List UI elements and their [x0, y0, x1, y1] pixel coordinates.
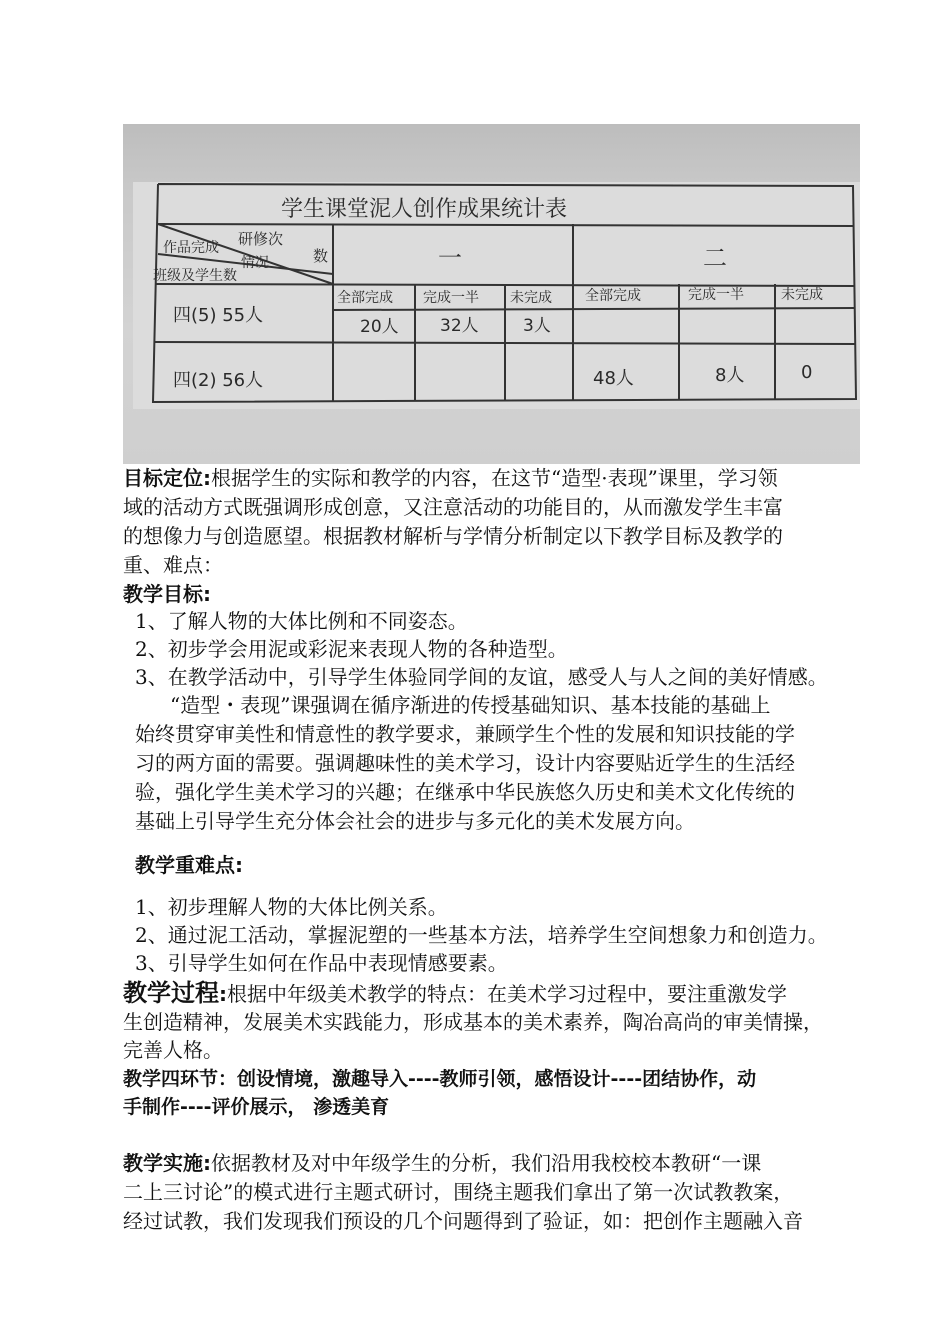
impl-line-1 — [123, 1150, 761, 1177]
key-heading: 教学重难点: — [135, 853, 243, 877]
process-line-2: 生创造精神，发展美术实践能力，形成基本的美术素养，陶冶高尚的审美情操， — [123, 1010, 823, 1034]
subcol-1: 全部完成 — [337, 290, 393, 306]
row1-cell3: 3人 — [523, 316, 551, 336]
impl-line-2: 二上三讨论”的模式进行主题式研讨，围绕主题我们拿出了第一次试教教案， — [123, 1180, 794, 1204]
subcol-2: 完成一半 — [423, 290, 479, 306]
goals-para-line-1: “造型・表现”课强调在循序渐进的传授基础知识、基本技能的基础上 — [170, 693, 771, 717]
row2-cell4: 48人 — [593, 368, 634, 389]
subcol-5: 完成一半 — [688, 287, 744, 303]
goal-position-line-3: 的想像力与创造愿望。根据教材解析与学情分析制定以下教学目标及教学的 — [123, 524, 783, 548]
goal-item-1: 1、了解人物的大体比例和不同姿态。 — [135, 609, 468, 633]
goal-position-label: 目标定位: — [123, 466, 211, 490]
goal-position-line-4: 重、难点： — [123, 553, 223, 577]
row2-cell5: 8人 — [715, 365, 745, 386]
header-top: 研修次 — [238, 230, 284, 248]
header-mid-right: 情况 — [241, 255, 269, 271]
impl-label: 教学实施: — [123, 1151, 211, 1175]
round1-label: 一 — [438, 244, 462, 272]
row1-cell2: 32人 — [440, 316, 479, 336]
goal-position-text: 根据学生的实际和教学的内容，在这节“造型·表现”课里，学习领 — [211, 466, 778, 490]
process-text: 根据中年级美术教学的特点：在美术学习过程中，要注重激发学 — [227, 982, 787, 1006]
goal-item-3: 3、在教学活动中，引导学生体验同学间的友谊，感受人与人之间的美好情感。 — [135, 665, 828, 689]
four-steps-line-1: 教学四环节：创设情境，激趣导入----教师引领，感悟设计----团结协作，动 — [123, 1068, 757, 1090]
subcol-4: 全部完成 — [585, 288, 641, 304]
row2-cell6: 0 — [801, 362, 813, 383]
header-mid-left: 作品完成 — [163, 240, 219, 256]
key-item-3: 3、引导学生如何在作品中表现情感要素。 — [135, 951, 508, 975]
four-steps-line-2: 手制作----评价展示， 渗透美育 — [123, 1096, 390, 1118]
table-photo — [123, 124, 860, 464]
key-item-2: 2、通过泥工活动，掌握泥塑的一些基本方法，培养学生空间想象力和创造力。 — [135, 923, 828, 947]
key-item-1: 1、初步理解人物的大体比例关系。 — [135, 895, 448, 919]
table-title: 学生课堂泥人创作成果统计表 — [281, 197, 568, 222]
row1-cell1: 20人 — [360, 317, 399, 337]
header-top2: 数 — [313, 247, 329, 265]
goals-para-line-2: 始终贯穿审美性和情意性的教学要求，兼顾学生个性的发展和知识技能的学 — [135, 722, 795, 746]
goal-position-line-2: 域的活动方式既强调形成创意，又注意活动的功能目的，从而激发学生丰富 — [123, 495, 783, 519]
goal-item-2: 2、初步学会用泥或彩泥来表现人物的各种造型。 — [135, 637, 568, 661]
header-bottom: 班级及学生数 — [153, 268, 237, 284]
round2-label: 二 — [703, 244, 727, 272]
process-line-1 — [123, 978, 787, 1009]
handwritten-table — [123, 124, 860, 464]
process-colon: : — [219, 982, 227, 1006]
row1-class: 四(5) 55人 — [173, 305, 264, 326]
goals-para-line-3: 习的两方面的需要。强调趣味性的美术学习，设计内容要贴近学生的生活经 — [135, 751, 795, 775]
goal-position-line-1 — [123, 465, 778, 492]
subcol-3: 未完成 — [510, 290, 552, 306]
row2-class: 四(2) 56人 — [173, 370, 264, 391]
goals-heading: 教学目标: — [123, 582, 211, 606]
goals-para-line-4: 验，强化学生美术学习的兴趣；在继承中华民族悠久历史和美术文化传统的 — [135, 780, 795, 804]
process-label: 教学过程 — [123, 979, 219, 1007]
process-line-3: 完善人格。 — [123, 1038, 223, 1062]
impl-line-3: 经过试教，我们发现我们预设的几个问题得到了验证，如：把创作主题融入音 — [123, 1209, 803, 1233]
impl-text: 依据教材及对中年级学生的分析，我们沿用我校校本教研“一课 — [211, 1151, 762, 1175]
goals-para-line-5: 基础上引导学生充分体会社会的进步与多元化的美术发展方向。 — [135, 809, 695, 833]
subcol-6: 未完成 — [781, 287, 823, 303]
